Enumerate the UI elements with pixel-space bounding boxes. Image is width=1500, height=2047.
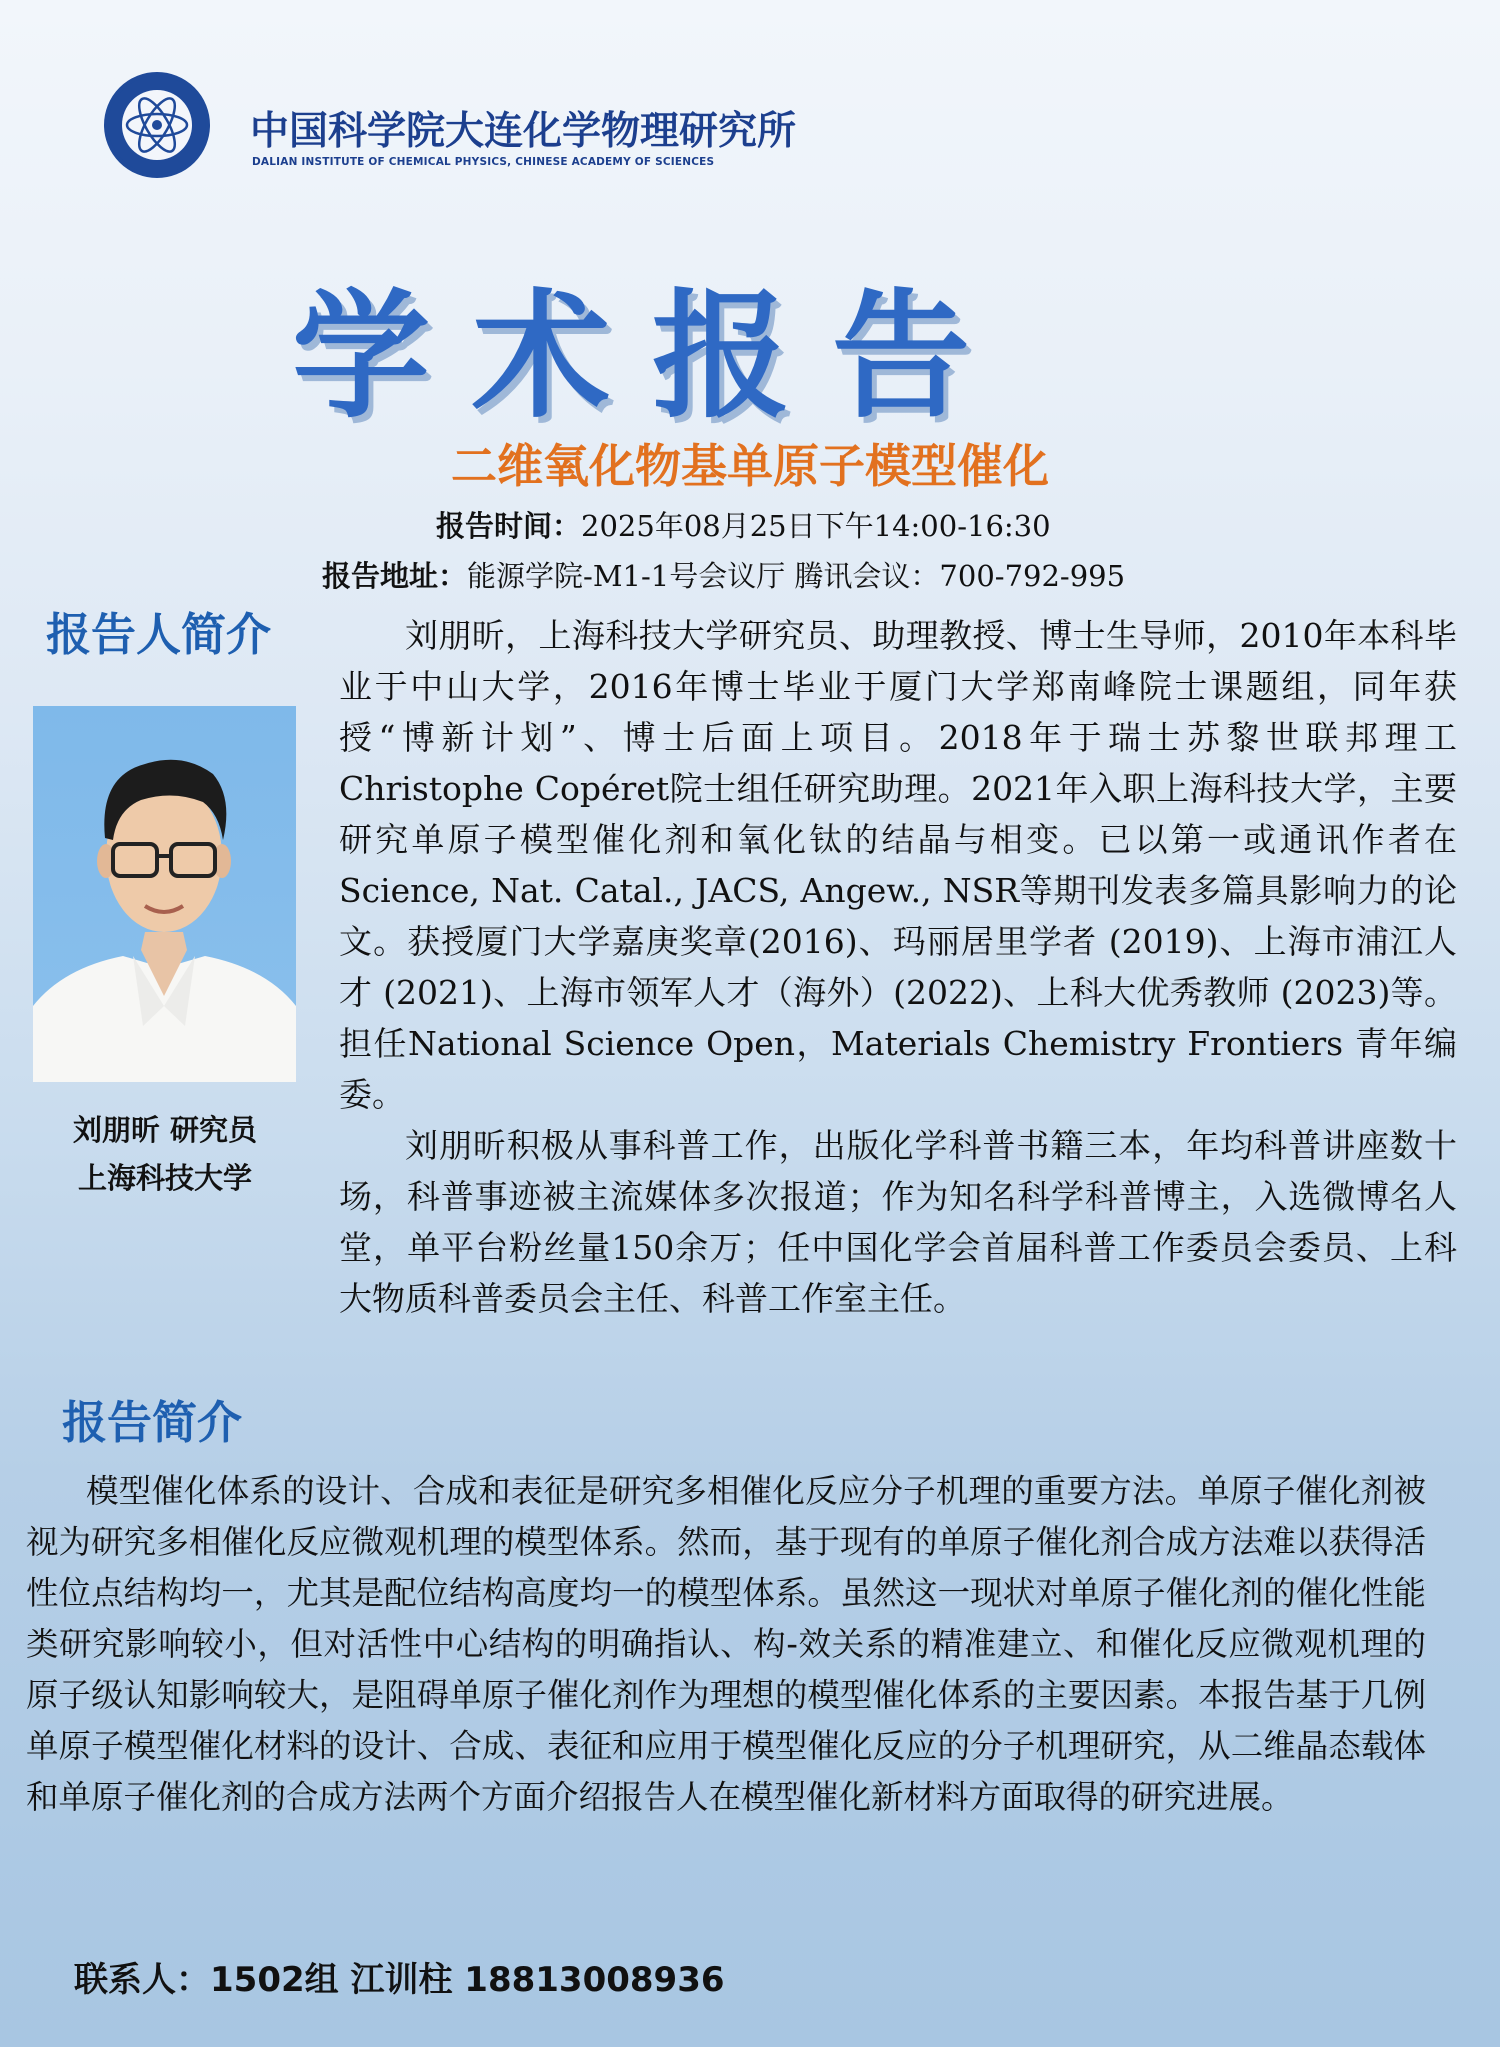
abstract-paragraph: 模型催化体系的设计、合成和表征是研究多相催化反应分子机理的重要方法。单原子催化剂被视为研究多相催化反应微观机理的模型体系。然而，基于现有的单原子催化剂合成方法难以获得活性位点结构均一，尤其是配位结构高度均一的模型体系。虽然这一现状对单原子催化剂的催化性能类研究影响较小，但对活性中心结构的明确指认、构-效关系的精准建立、和催化反应微观机理的原子级认知影响较大，是阻碍单原子催化剂作为理想的模型催化体系的主要因素。本报告基于几例单原子模型催化材料的设计、合成、表征和应用于模型催化反应的分子机理研究，从二维晶态载体和单原子催化剂的合成方法两个方面介绍报告人在模型催化新材料方面取得的研究进展。 <box>26 1472 1426 1816</box>
institution-logo <box>104 72 210 178</box>
speaker-section-title: 报告人简介 <box>46 608 272 661</box>
talk-time <box>436 504 1051 545</box>
abstract-text <box>26 1466 1426 1823</box>
atom-emblem-icon <box>108 76 206 174</box>
contact-line: 联系人：1502组 江训柱 18813008936 <box>74 1960 725 2000</box>
speaker-bio <box>339 610 1457 1324</box>
talk-title: 二维氧化物基单原子模型催化 <box>451 439 1049 493</box>
bio-paragraph: 刘朋昕，上海科技大学研究员、助理教授、博士生导师，2010年本科毕业于中山大学，2016年博士毕业于厦门大学郑南峰院士课题组，同年获授“博新计划”、博士后面上项目。2018年于瑞士苏黎世联邦理工Christophe Copéret院士组任研究助理。2021年入职上海科技大学，主要研究单原子模型催化剂和氧化钛的结晶与相变。已以第一或通讯作者在Science, Nat. Catal., JACS, Angew., NSR等期刊发表多篇具影响力的论文。获授厦门大学嘉庚奖章(2016)、玛丽居里学者 (2019)、上海市浦江人才 (2021)、上海市领军人才（海外）(2022)、上科大优秀教师 (2023)等。担任National Science Open，Materials Chemistry Frontiers 青年编委。 <box>339 616 1457 1114</box>
talk-location-label: 报告地址： <box>322 559 468 593</box>
speaker-caption-name: 刘朋昕 研究员 <box>72 1113 258 1147</box>
speaker-caption-affiliation: 上海科技大学 <box>77 1161 252 1195</box>
talk-location <box>322 554 1125 595</box>
institution-name-en: DALIAN INSTITUTE OF CHEMICAL PHYSICS, CHINESE ACADEMY OF SCIENCES <box>252 156 715 168</box>
abstract-section-title: 报告简介 <box>62 1396 243 1449</box>
talk-location-value: 能源学院-M1-1号会议厅 腾讯会议：700-792-995 <box>467 559 1126 593</box>
bio-paragraph: 刘朋昕积极从事科普工作，出版化学科普书籍三本，年均科普讲座数十场，科普事迹被主流媒体多次报道；作为知名科学科普博主，入选微博名人堂，单平台粉丝量150余万；任中国化学会首届科普工作委员会委员、上科大物质科普委员会主任、科普工作室主任。 <box>339 1126 1457 1318</box>
talk-time-value: 2025年08月25日下午14:00-16:30 <box>581 509 1051 543</box>
institution-name-cn: 中国科学院大连化学物理研究所 <box>250 109 797 154</box>
speaker-photo <box>33 706 296 1082</box>
talk-time-label: 报告时间： <box>436 509 582 543</box>
event-type-title: 学术报告 <box>292 276 1013 437</box>
